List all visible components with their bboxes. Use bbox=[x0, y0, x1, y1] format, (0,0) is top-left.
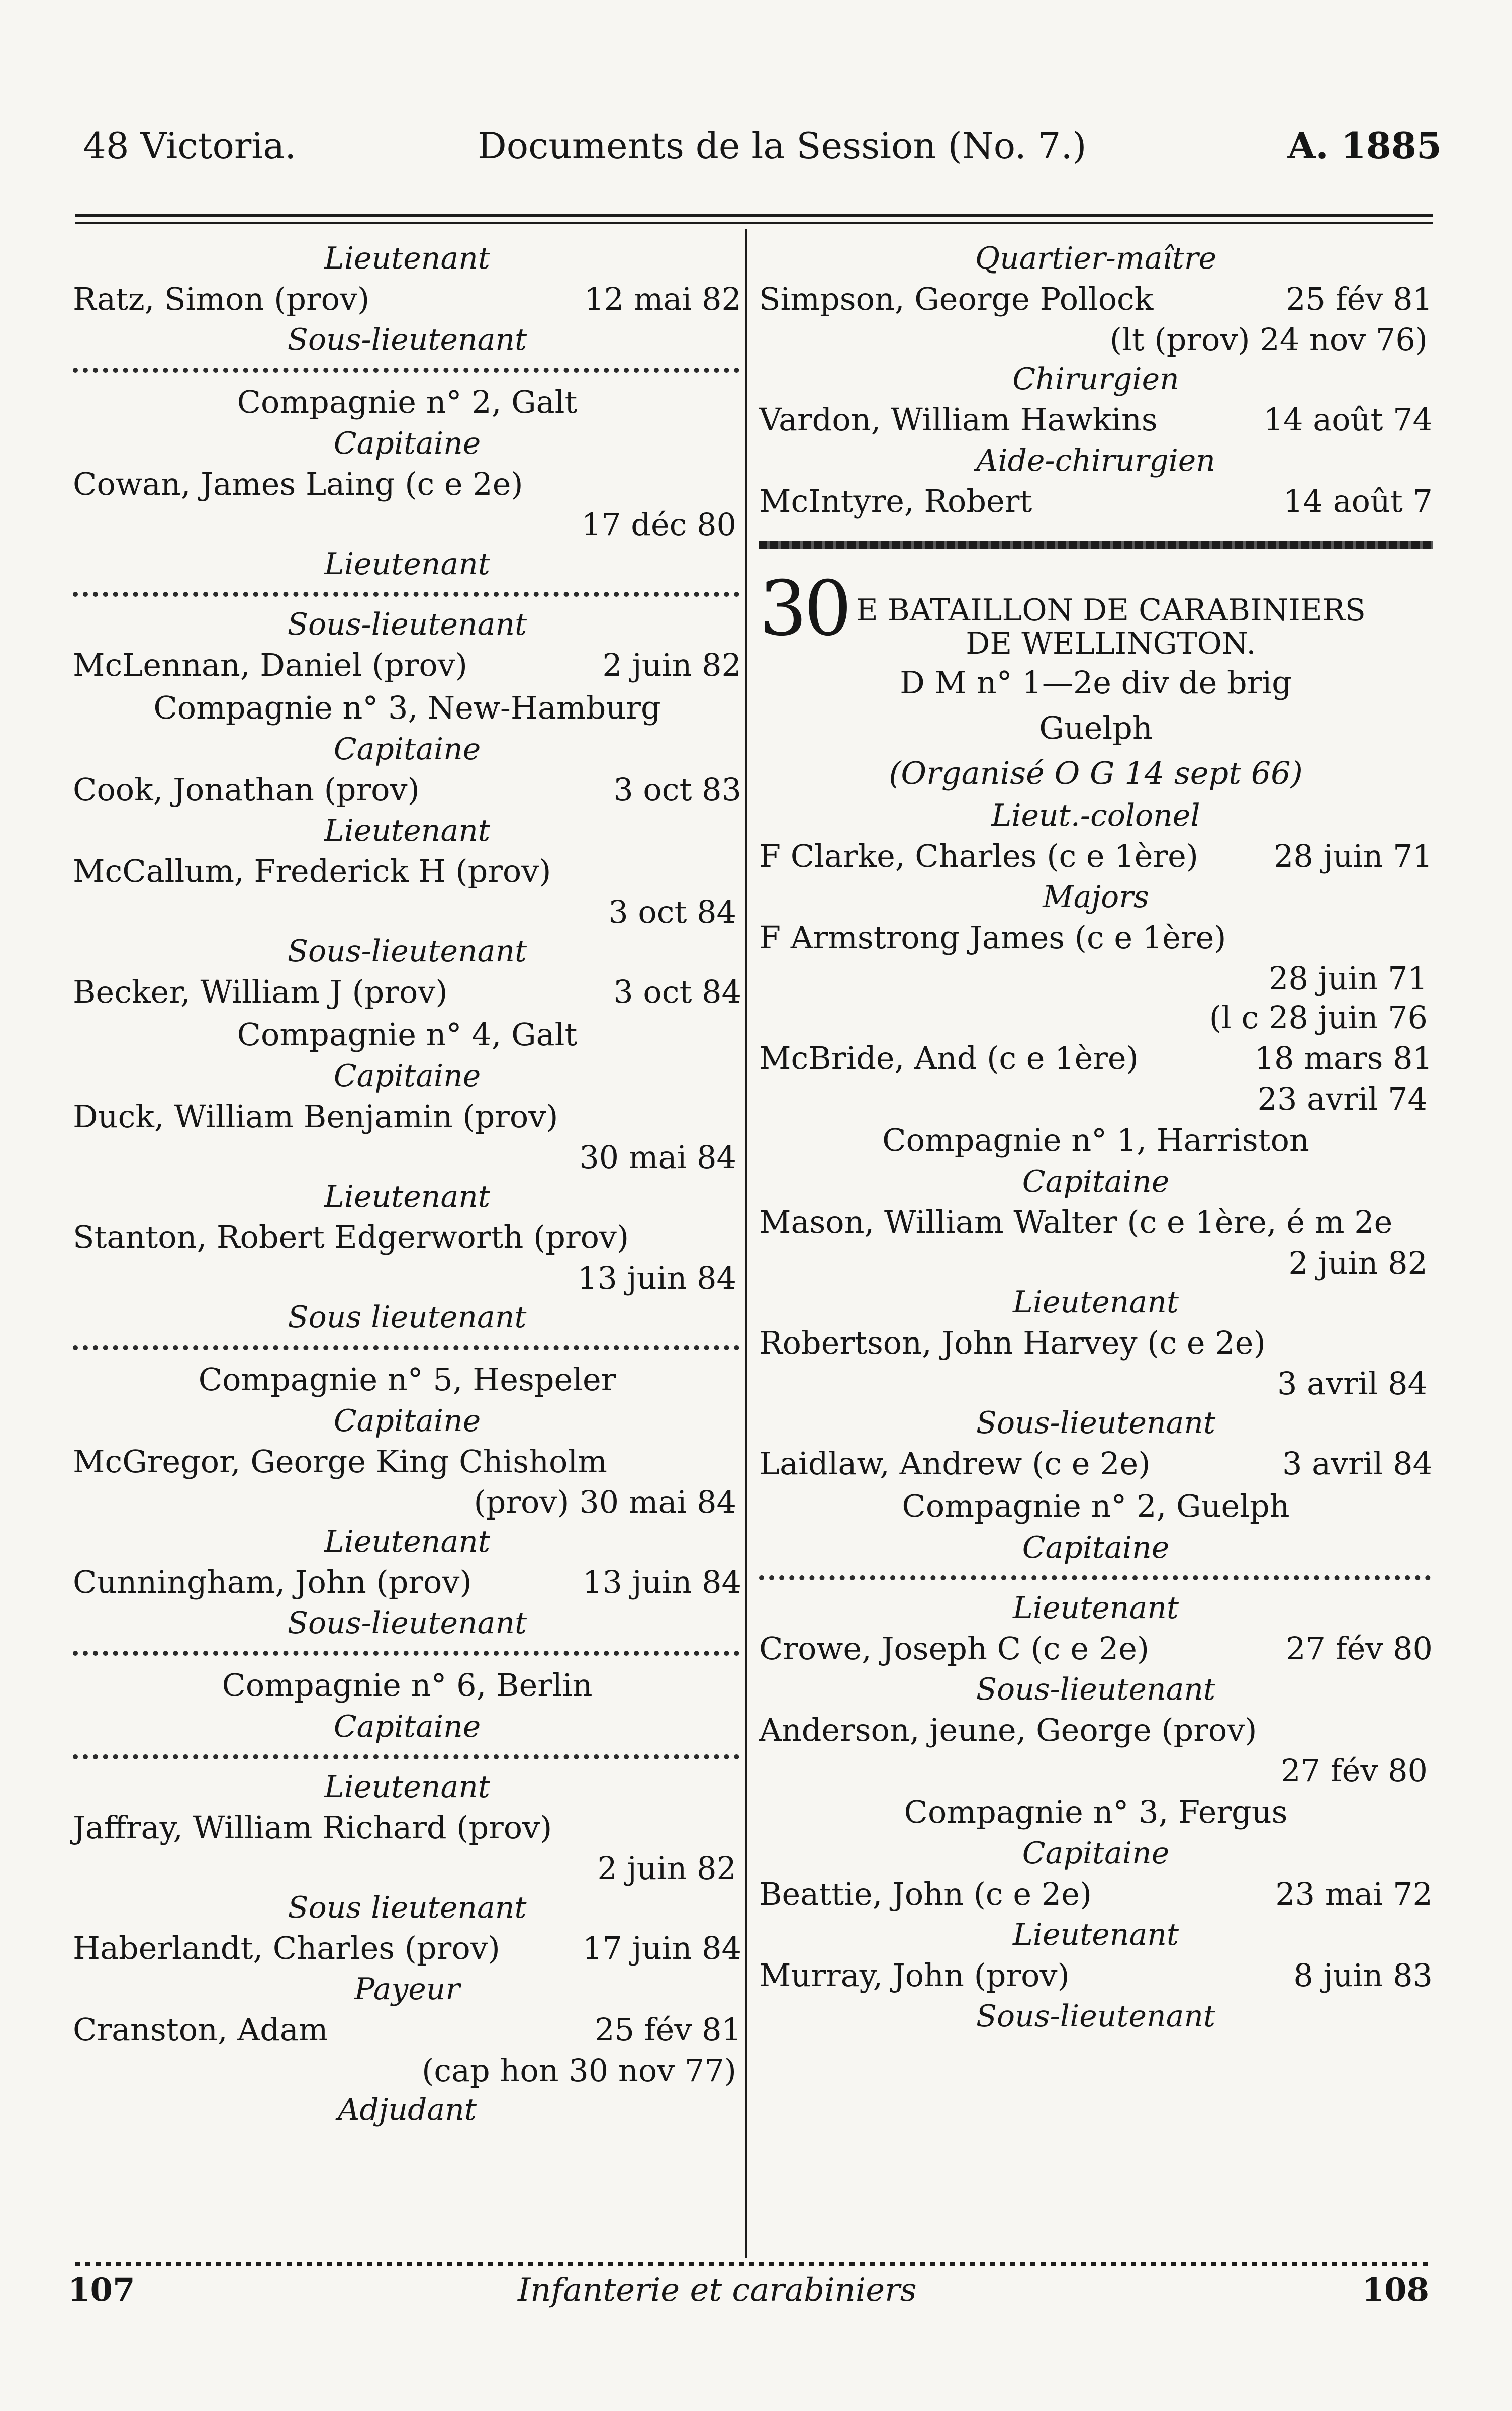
company-heading: Compagnie n° 3, Fergus bbox=[904, 1794, 1288, 1830]
footer-title: Infanterie et carabiniers bbox=[518, 2272, 917, 2309]
header-title: Documents de la Session (No. 7.) bbox=[478, 125, 1087, 167]
commission-date: 3 oct 83 bbox=[613, 771, 741, 808]
battalion-number: 30 bbox=[759, 565, 849, 653]
entry-date-continuation: 30 mai 84 bbox=[579, 1139, 736, 1176]
left-column bbox=[73, 239, 741, 2129]
rank-heading: Lieutenant bbox=[324, 1769, 490, 1805]
footer-rule bbox=[75, 2262, 1433, 2266]
officer-entry bbox=[759, 1201, 1433, 1243]
rank-heading: Capitaine bbox=[1022, 1836, 1170, 1871]
header-year: A. 1885 bbox=[1287, 124, 1442, 167]
commission-date: 13 juin 84 bbox=[582, 1564, 741, 1600]
officer-name: Cook, Jonathan (prov) bbox=[73, 771, 420, 808]
rank-heading: Capitaine bbox=[1022, 1164, 1170, 1199]
officer-entry bbox=[759, 1037, 1433, 1080]
officer-name: Cranston, Adam bbox=[73, 2011, 328, 2048]
battalion-name bbox=[856, 574, 1366, 660]
rank-heading: Payeur bbox=[354, 1972, 460, 2007]
officer-entry bbox=[73, 463, 741, 505]
dotted-separator bbox=[73, 592, 739, 597]
officer-name: Ratz, Simon (prov) bbox=[73, 281, 370, 317]
rank-heading: Lieutenant bbox=[1013, 1590, 1179, 1626]
rank-heading: Lieutenant bbox=[324, 241, 490, 276]
officer-entry bbox=[73, 1927, 741, 1970]
entry-date-continuation: 27 fév 80 bbox=[1281, 1752, 1428, 1789]
rank-heading: Lieut.-colonel bbox=[991, 798, 1200, 833]
company-heading: Compagnie n° 3, New-Hamburg bbox=[153, 689, 661, 726]
officer-name: Jaffray, William Richard (prov) bbox=[73, 1809, 552, 1846]
battalion-title bbox=[759, 565, 1433, 661]
officer-name: Murray, John (prov) bbox=[759, 1957, 1070, 1994]
rank-heading: Lieutenant bbox=[1013, 1917, 1179, 1952]
rank-heading: Aide-chirurgien bbox=[976, 443, 1215, 478]
footer-page-right: 108 bbox=[1362, 2271, 1429, 2309]
officer-entry bbox=[73, 971, 741, 1013]
company-heading: Compagnie n° 6, Berlin bbox=[222, 1667, 593, 1704]
unit-info-line: Guelph bbox=[1039, 709, 1153, 746]
officer-entry bbox=[759, 1954, 1433, 1997]
officer-entry bbox=[73, 850, 741, 892]
rank-heading: Capitaine bbox=[333, 1403, 481, 1439]
footer-page-left: 107 bbox=[68, 2271, 135, 2309]
officer-name: Robertson, John Harvey (c e 2e) bbox=[759, 1324, 1266, 1361]
entry-date-continuation: 2 juin 82 bbox=[597, 1850, 736, 1887]
officer-entry bbox=[73, 1096, 741, 1138]
running-header bbox=[0, 123, 1512, 168]
rank-heading: Adjudant bbox=[338, 2092, 477, 2127]
entry-date-continuation: (l c 28 juin 76 bbox=[1209, 999, 1428, 1036]
rank-heading: Sous-lieutenant bbox=[976, 1672, 1216, 1707]
rank-heading: Capitaine bbox=[333, 426, 481, 461]
officer-entry bbox=[73, 1441, 741, 1483]
entry-date-continuation: 23 avril 74 bbox=[1257, 1081, 1428, 1117]
rank-heading: Lieutenant bbox=[324, 813, 490, 848]
unit-info-line: D M n° 1—2e div de brig bbox=[900, 664, 1292, 701]
officer-entry bbox=[759, 835, 1433, 877]
officer-entry bbox=[73, 1216, 741, 1259]
entry-date-continuation: (cap hon 30 nov 77) bbox=[422, 2052, 736, 2089]
commission-date: 12 mai 82 bbox=[584, 281, 741, 317]
commission-date: 3 avril 84 bbox=[1282, 1445, 1433, 1482]
column-divider bbox=[745, 229, 747, 2258]
section-rule bbox=[759, 541, 1433, 549]
company-heading: Compagnie n° 2, Guelph bbox=[902, 1488, 1290, 1525]
entry-date-continuation: 28 juin 71 bbox=[1268, 960, 1428, 997]
rank-heading: Capitaine bbox=[333, 1709, 481, 1744]
officer-name: McCallum, Frederick H (prov) bbox=[73, 853, 551, 889]
header-rule-thin bbox=[75, 222, 1433, 224]
company-heading: Compagnie n° 2, Galt bbox=[237, 384, 578, 420]
officer-name: Cunningham, John (prov) bbox=[73, 1564, 472, 1600]
commission-date: 23 mai 72 bbox=[1275, 1876, 1433, 1912]
rank-heading: Majors bbox=[1043, 879, 1149, 915]
battalion-name-line1: E BATAILLON DE CARABINIERS bbox=[856, 593, 1366, 628]
officer-entry bbox=[73, 278, 741, 320]
commission-date: 3 oct 84 bbox=[613, 973, 741, 1010]
rank-heading: Quartier-maître bbox=[975, 241, 1217, 276]
officer-entry bbox=[759, 278, 1433, 320]
right-column bbox=[759, 239, 1433, 2036]
officer-name: McBride, And (c e 1ère) bbox=[759, 1040, 1139, 1077]
officer-name: Simpson, George Pollock bbox=[759, 281, 1154, 317]
officer-entry bbox=[73, 769, 741, 811]
commission-date: 14 août 74 bbox=[1263, 401, 1433, 438]
header-rule bbox=[75, 214, 1433, 217]
officer-name: McGregor, George King Chisholm bbox=[73, 1443, 607, 1480]
entry-date-continuation: 2 juin 82 bbox=[1288, 1244, 1428, 1281]
commission-date: 27 fév 80 bbox=[1286, 1630, 1433, 1667]
rank-heading: Lieutenant bbox=[324, 1179, 490, 1214]
officer-name: F Armstrong James (c e 1ère) bbox=[759, 919, 1226, 956]
officer-name: Becker, William J (prov) bbox=[73, 973, 448, 1010]
rank-heading: Sous lieutenant bbox=[288, 1300, 527, 1335]
rank-heading: Sous-lieutenant bbox=[287, 934, 527, 969]
officer-name: Anderson, jeune, George (prov) bbox=[759, 1712, 1257, 1748]
officer-entry bbox=[759, 480, 1433, 522]
commission-date: 25 fév 81 bbox=[1286, 281, 1433, 317]
officer-entry bbox=[73, 2009, 741, 2051]
rank-heading: Sous-lieutenant bbox=[287, 1605, 527, 1641]
officer-entry bbox=[73, 1807, 741, 1849]
officer-entry bbox=[759, 1873, 1433, 1915]
commission-date: 2 juin 82 bbox=[602, 647, 741, 683]
officer-name: Haberlandt, Charles (prov) bbox=[73, 1930, 500, 1967]
commission-date: 18 mars 81 bbox=[1254, 1040, 1433, 1077]
running-footer bbox=[0, 2270, 1512, 2310]
company-heading: Compagnie n° 1, Harriston bbox=[882, 1122, 1309, 1158]
officer-name: Vardon, William Hawkins bbox=[759, 401, 1158, 438]
officer-entry bbox=[73, 644, 741, 686]
officer-entry bbox=[73, 1561, 741, 1603]
rank-heading: Capitaine bbox=[333, 1058, 481, 1094]
rank-heading: Sous-lieutenant bbox=[287, 322, 527, 358]
officer-name: Laidlaw, Andrew (c e 2e) bbox=[759, 1445, 1151, 1482]
officer-name: Stanton, Robert Edgerworth (prov) bbox=[73, 1219, 629, 1256]
rank-heading: Capitaine bbox=[1022, 1530, 1170, 1565]
officer-entry bbox=[759, 1709, 1433, 1751]
rank-heading: Lieutenant bbox=[1013, 1285, 1179, 1320]
officer-name: McLennan, Daniel (prov) bbox=[73, 647, 467, 683]
company-heading: Compagnie n° 5, Hespeler bbox=[198, 1361, 616, 1398]
dotted-separator bbox=[73, 1754, 739, 1759]
entry-date-continuation: (prov) 30 mai 84 bbox=[474, 1484, 736, 1521]
entry-date-continuation: 3 oct 84 bbox=[608, 894, 736, 930]
dotted-separator bbox=[759, 1575, 1431, 1580]
rank-heading: Sous lieutenant bbox=[288, 1890, 527, 1925]
commission-date: 8 juin 83 bbox=[1293, 1957, 1433, 1994]
dotted-separator bbox=[73, 1345, 739, 1350]
officer-name: McIntyre, Robert bbox=[759, 483, 1032, 519]
officer-entry bbox=[759, 1322, 1433, 1364]
rank-heading: Sous-lieutenant bbox=[287, 607, 527, 642]
officer-entry bbox=[759, 1628, 1433, 1670]
officer-name: Crowe, Joseph C (c e 2e) bbox=[759, 1630, 1150, 1667]
officer-name: F Clarke, Charles (c e 1ère) bbox=[759, 838, 1198, 874]
officer-entry bbox=[759, 399, 1433, 441]
entry-date-continuation: (lt (prov) 24 nov 76) bbox=[1109, 321, 1428, 358]
rank-heading: Sous-lieutenant bbox=[976, 1405, 1216, 1441]
commission-date: 28 juin 71 bbox=[1273, 838, 1433, 874]
officer-name: Beattie, John (c e 2e) bbox=[759, 1876, 1092, 1912]
rank-heading: Capitaine bbox=[333, 732, 481, 767]
officer-entry bbox=[759, 917, 1433, 959]
entry-date-continuation: 13 juin 84 bbox=[577, 1260, 736, 1296]
officer-name: Mason, William Walter (c e 1ère, é m 2e bbox=[759, 1204, 1393, 1240]
officer-entry bbox=[759, 1443, 1433, 1485]
dotted-separator bbox=[73, 368, 739, 373]
commission-date: 14 août 7 bbox=[1283, 483, 1433, 519]
dotted-separator bbox=[73, 1651, 739, 1656]
commission-date: 25 fév 81 bbox=[595, 2011, 741, 2048]
header-left: 48 Victoria. bbox=[83, 125, 297, 167]
rank-heading: Lieutenant bbox=[324, 547, 490, 582]
unit-info-line: (Organisé O G 14 sept 66) bbox=[889, 755, 1303, 791]
officer-name: Cowan, James Laing (c e 2e) bbox=[73, 466, 523, 502]
rank-heading: Lieutenant bbox=[324, 1524, 490, 1559]
company-heading: Compagnie n° 4, Galt bbox=[237, 1016, 578, 1053]
officer-name: Duck, William Benjamin (prov) bbox=[73, 1098, 558, 1135]
entry-date-continuation: 3 avril 84 bbox=[1277, 1365, 1428, 1402]
rank-heading: Sous-lieutenant bbox=[976, 1999, 1216, 2034]
battalion-name-line2: DE WELLINGTON. bbox=[966, 626, 1256, 661]
commission-date: 17 juin 84 bbox=[582, 1930, 741, 1967]
entry-date-continuation: 17 déc 80 bbox=[581, 506, 736, 543]
rank-heading: Chirurgien bbox=[1012, 362, 1179, 397]
